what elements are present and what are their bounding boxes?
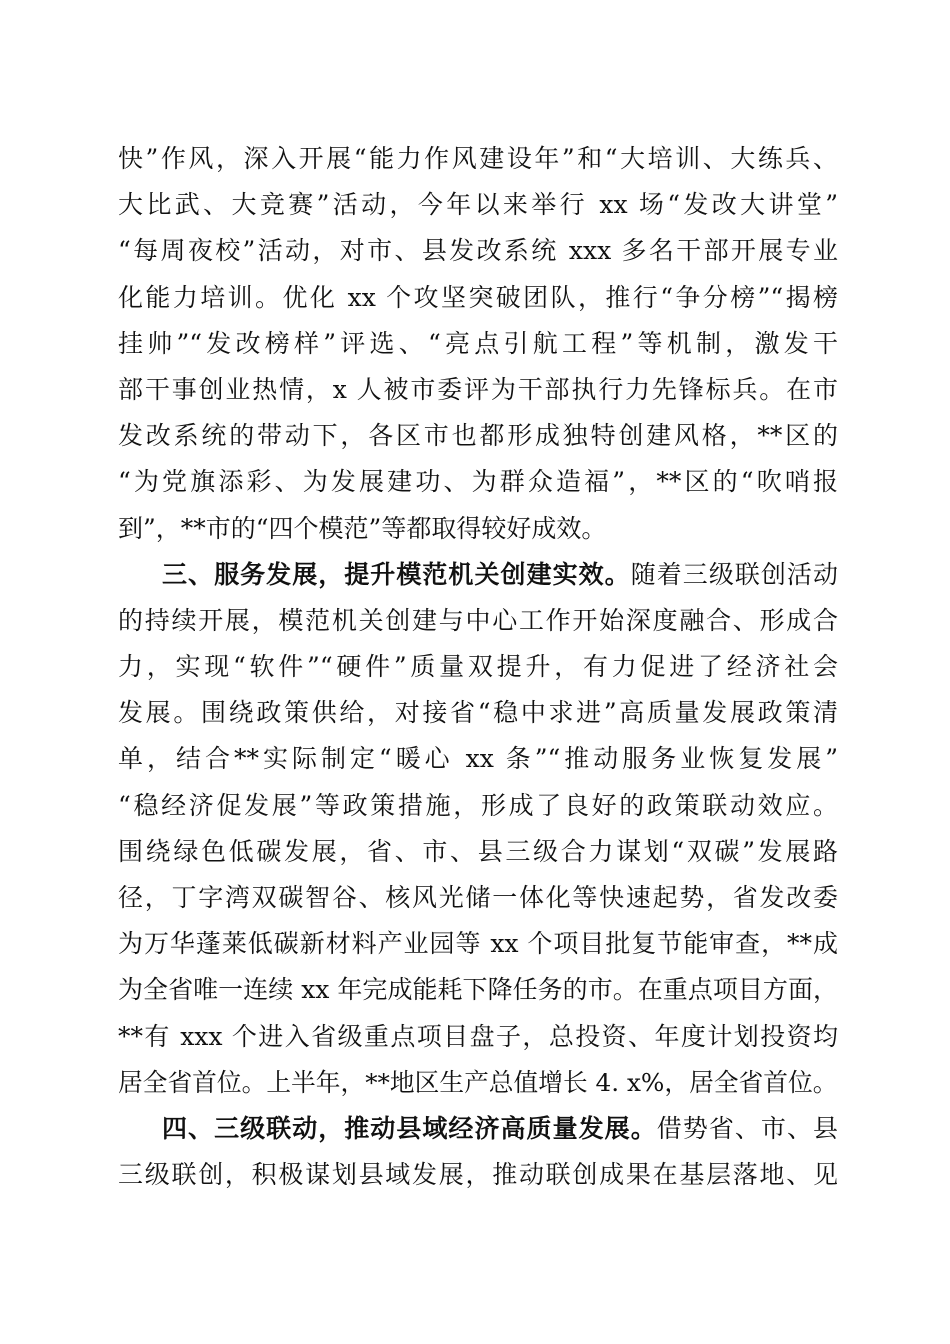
- paragraph-line: 围绕绿色低碳发展，省、市、县三级合力谋划“双碳”发展路: [118, 836, 838, 866]
- paragraph-line: 化能力培训。优化 xx 个攻坚突破团队，推行“争分榜”“揭榜: [118, 282, 838, 312]
- paragraph-line: 发展。围绕政策供给，对接省“稳中求进”高质量发展政策清: [118, 698, 838, 728]
- paragraph-line: “为党旗添彩、为发展建功、为群众造福”，**区的“吹哨报: [118, 467, 838, 497]
- paragraph-line: 力，实现“软件”“硬件”质量双提升，有力促进了经济社会: [118, 652, 838, 682]
- paragraph-line: 单，结合**实际制定“暖心 xx 条”“推动服务业恢复发展”: [118, 744, 838, 774]
- paragraph-line: 为全省唯一连续 xx 年完成能耗下降任务的市。在重点项目方面，: [118, 975, 838, 1005]
- paragraph-line-text: 随着三级联创活动: [630, 559, 838, 589]
- paragraph-line: 居全省首位。上半年，**地区生产总值增长 4. x%，居全省首位。: [118, 1067, 838, 1097]
- paragraph-line: “稳经济促发展”等政策措施，形成了良好的政策联动效应。: [118, 790, 838, 820]
- section-four-first-line: [118, 1106, 838, 1152]
- paragraph-line: 到”，**市的“四个模范”等都取得较好成效。: [118, 513, 607, 543]
- paragraph-line: 快”作风，深入开展“能力作风建设年”和“大培训、大练兵、: [118, 144, 838, 173]
- paragraph-line: 的持续开展，模范机关创建与中心工作开始深度融合、形成合: [118, 605, 838, 635]
- paragraph-line: 为万华蓬莱低碳新材料产业园等 xx 个项目批复节能审查，**成: [118, 929, 838, 959]
- section-three-first-line: [118, 552, 838, 598]
- paragraph-line: 径，丁字湾双碳智谷、核风光储一体化等快速起势，省发改委: [118, 883, 838, 912]
- paragraph-line: 大比武、大竞赛”活动，今年以来举行 xx 场“发改大讲堂”: [118, 190, 838, 220]
- section-four-heading: 四、三级联动，推动县域经济高质量发展。: [162, 1113, 657, 1143]
- paragraph-line: 发改系统的带动下，各区市也都形成独特创建风格，**区的: [118, 421, 838, 451]
- paragraph-line-text: 借势省、市、县: [656, 1113, 838, 1143]
- paragraph-line: 三级联创，积极谋划县域发展，推动联创成果在基层落地、见: [118, 1160, 838, 1190]
- paragraph-line: 部干事创业热情，x 人被市委评为干部执行力先锋标兵。在市: [118, 374, 838, 404]
- section-three-heading: 三、服务发展，提升模范机关创建实效。: [162, 559, 631, 589]
- paragraph-line: **有 xxx 个进入省级重点项目盘子，总投资、年度计划投资均: [118, 1021, 838, 1051]
- document-body: [118, 136, 838, 1198]
- paragraph-line: 挂帅”“发改榜样”评选、“亮点引航工程”等机制，激发干: [118, 328, 838, 358]
- paragraph-line: “每周夜校”活动，对市、县发改系统 xxx 多名干部开展专业: [118, 236, 838, 266]
